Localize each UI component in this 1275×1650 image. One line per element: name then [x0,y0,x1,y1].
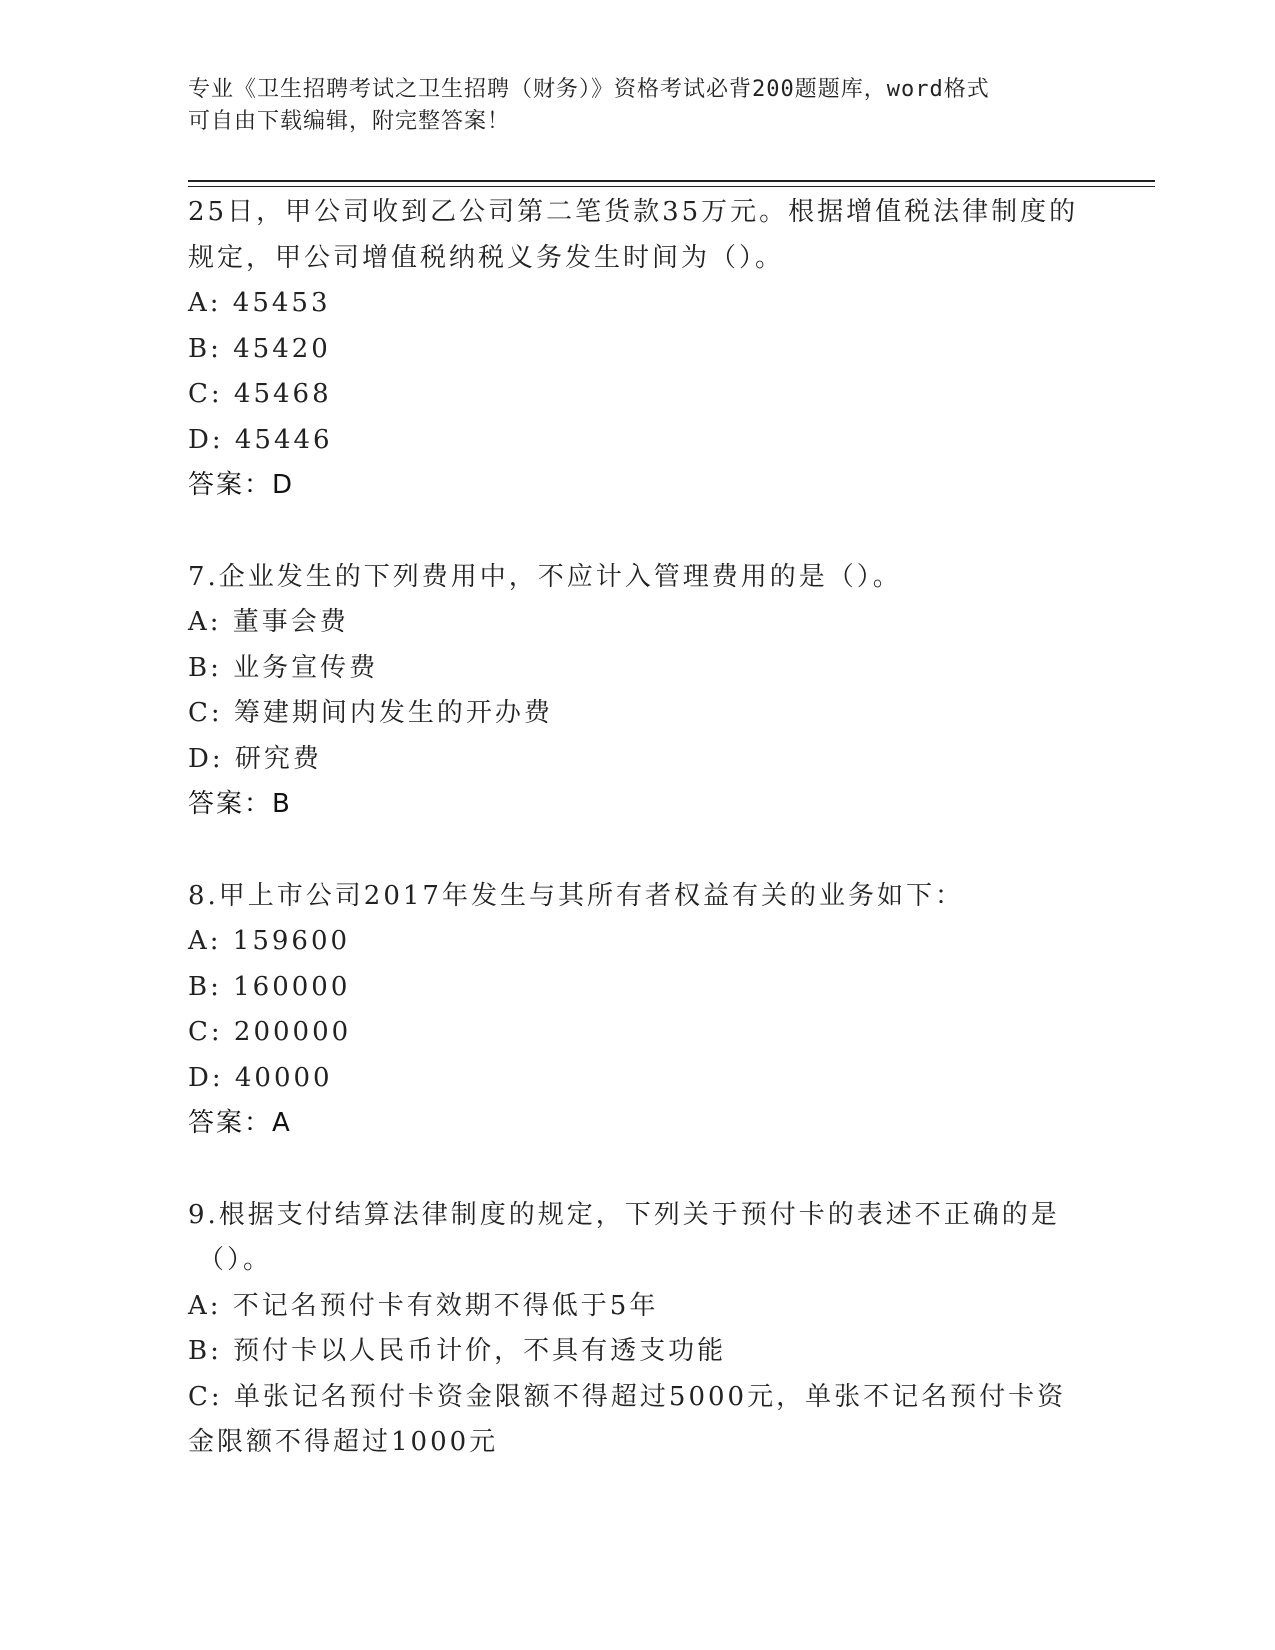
spacer [188,509,1088,555]
question-stem-line: 9.根据支付结算法律制度的规定，下列关于预付卡的表述不正确的是 [188,1199,1060,1230]
question-8-block [188,874,1088,1147]
header-divider-thick [188,180,1155,182]
document-header [188,74,1068,138]
option-a: A: 159600 [188,926,351,956]
option-d: D: 45446 [188,424,333,455]
question-stem-line: （）。 [198,1245,273,1275]
option-c: C: 筹建期间内发生的开办费 [188,698,553,728]
question-list [188,190,1088,1466]
option-c: C: 单张记名预付卡资金限额不得超过5000元，单张不记名预付卡资 [188,1381,1067,1412]
option-a: A: 45453 [188,288,331,318]
option-c: C: 45468 [188,379,332,409]
question-stem-line: 25日，甲公司收到乙公司第二笔货款35万元。根据增值税法律制度的 [188,197,1079,227]
question-7-block [188,555,1088,828]
option-b: B: 45420 [188,333,331,364]
option-b: B: 业务宣传费 [188,652,379,683]
question-6-block [188,190,1088,509]
spacer [188,1147,1088,1193]
question-stem-line: 8.甲上市公司2017年发生与其所有者权益有关的业务如下： [188,880,964,911]
spacer [188,828,1088,874]
header-title-line-1: 专业《卫生招聘考试之卫生招聘（财务）》资格考试必背200题题库，word格式 [188,77,990,102]
question-9-block [188,1193,1088,1466]
option-d: D: 40000 [188,1062,333,1093]
header-divider-thin [188,186,1155,187]
answer-label: 答案：B [188,789,292,819]
answer-label: 答案：D [188,470,295,500]
option-c-continuation: 金限额不得超过1000元 [188,1427,499,1457]
option-b: B: 160000 [188,971,351,1002]
header-title-line-2: 可自由下载编辑，附完整答案！ [188,109,511,134]
option-b: B: 预付卡以人民币计价，不具有透支功能 [188,1336,727,1366]
option-a: A: 不记名预付卡有效期不得低于5年 [188,1290,659,1321]
answer-label: 答案：A [188,1108,292,1138]
option-d: D: 研究费 [188,743,322,774]
question-stem-line: 7.企业发生的下列费用中，不应计入管理费用的是（）。 [188,561,902,592]
question-stem-line: 规定，甲公司增值税纳税义务发生时间为（）。 [188,242,785,273]
option-c: C: 200000 [188,1017,352,1047]
option-a: A: 董事会费 [188,607,349,637]
